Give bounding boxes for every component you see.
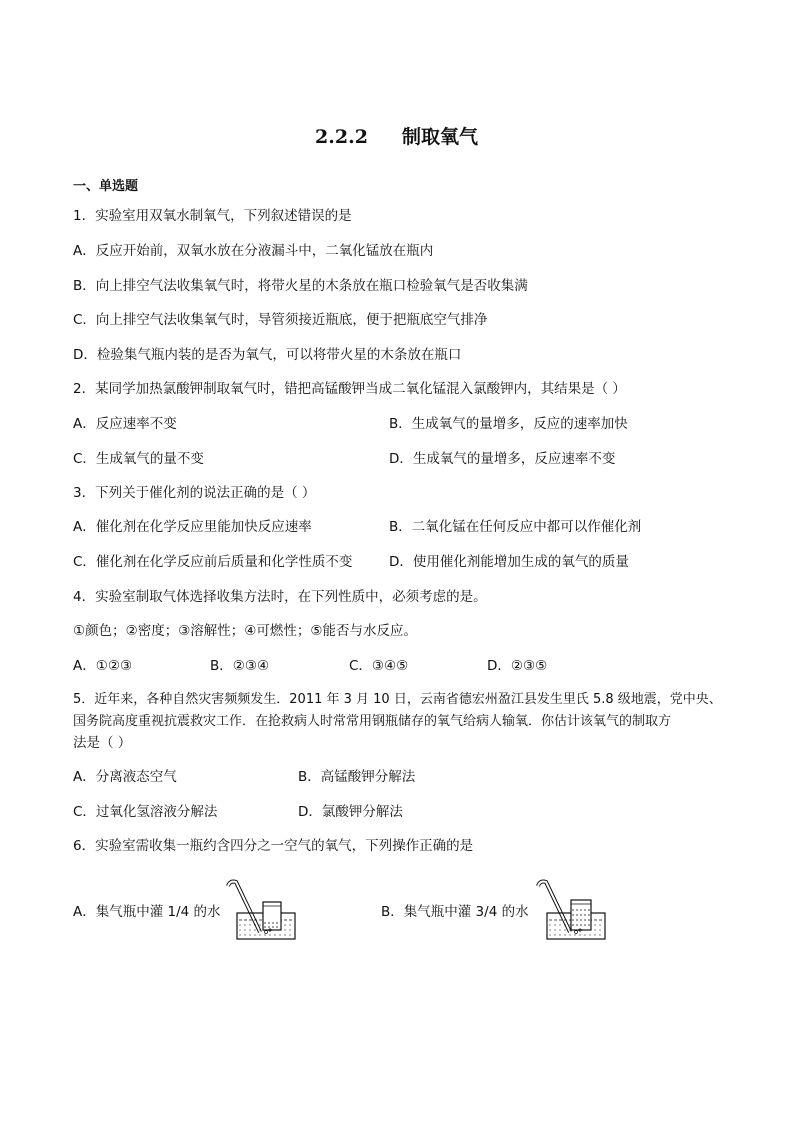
q6-option-b: B．集气瓶中灌 3/4 的水 (381, 904, 529, 920)
q5-stem-line2: 国务院高度重视抗震救灾工作．在抢救病人时常常用钢瓶储存的氧气给病人输氧．你估计该氧气的制取方 (73, 714, 672, 729)
q5-option-c: C．过氧化氢溶液分解法 (73, 804, 218, 820)
q3-option-c: C．催化剂在化学反应前后质量和化学性质不变 (73, 554, 353, 570)
q1-option-c: C．向上排空气法收集氧气时，导管须接近瓶底，便于把瓶底空气排净 (73, 312, 488, 328)
q3-stem: 3．下列关于催化剂的说法正确的是（ ） (73, 485, 316, 501)
q5-stem-line3: 法是（ ） (73, 735, 132, 751)
q1-option-d: D．检验集气瓶内装的是否为氧气，可以将带火星的木条放在瓶口 (73, 347, 462, 363)
q4-properties: ①颜色；②密度；③溶解性；④可燃性；⑤能否与水反应。 (73, 623, 418, 639)
q2-option-d: D．生成氧气的量增多，反应速率不变 (389, 451, 616, 467)
q2-option-b: B．生成氧气的量增多，反应的速率加快 (389, 416, 628, 432)
q2-option-c: C．生成氧气的量不变 (73, 451, 204, 467)
q2-stem: 2．某同学加热氯酸钾制取氧气时，错把高锰酸钾当成二氧化锰混入氯酸钾内，其结果是（ ） (73, 381, 626, 397)
q4-option-b: B．②③④ (210, 658, 270, 674)
q6-apparatus-b-figure (536, 878, 608, 944)
q5-option-d: D．氯酸钾分解法 (298, 804, 403, 820)
q6-option-a: A．集气瓶中灌 1/4 的水 (73, 904, 221, 920)
q6-stem: 6．实验室需收集一瓶约含四分之一空气的氧气，下列操作正确的是 (73, 838, 474, 854)
q1-stem: 1．实验室用双氧水制氧气，下列叙述错误的是 (73, 208, 352, 224)
q4-option-d: D．②③⑤ (487, 658, 548, 674)
q4-stem: 4．实验室制取气体选择收集方法时，在下列性质中，必须考虑的是。 (73, 589, 487, 605)
q1-option-a: A．反应开始前，双氧水放在分液漏斗中，二氧化锰放在瓶内 (73, 243, 434, 259)
section-heading: 一、单选题 (73, 179, 139, 194)
page-title (0, 122, 793, 149)
q3-option-b: B．二氧化锰在任何反应中都可以作催化剂 (389, 519, 642, 535)
q6-apparatus-a-figure (226, 878, 298, 944)
q1-option-b: B．向上排空气法收集氧气时，将带火星的木条放在瓶口检验氧气是否收集满 (73, 278, 528, 294)
title-text: 制取氧气 (401, 126, 478, 148)
q5-stem-line1: 5．近年来，各种自然灾害频频发生．2011 年 3 月 10 日，云南省德宏州盈江县发生里氏 5.8 级地震，党中央、 (73, 692, 722, 707)
q5-option-a: A．分离液态空气 (73, 769, 177, 785)
q3-option-a: A．催化剂在化学反应里能加快反应速率 (73, 519, 312, 535)
q4-option-c: C．③④⑤ (349, 658, 409, 674)
q4-option-a: A．①②③ (73, 658, 133, 674)
q3-option-d: D．使用催化剂能增加生成的氧气的质量 (389, 554, 629, 570)
q5-option-b: B．高锰酸钾分解法 (298, 769, 416, 785)
title-number: 2.2.2 (315, 126, 368, 148)
q2-option-a: A．反应速率不变 (73, 416, 177, 432)
